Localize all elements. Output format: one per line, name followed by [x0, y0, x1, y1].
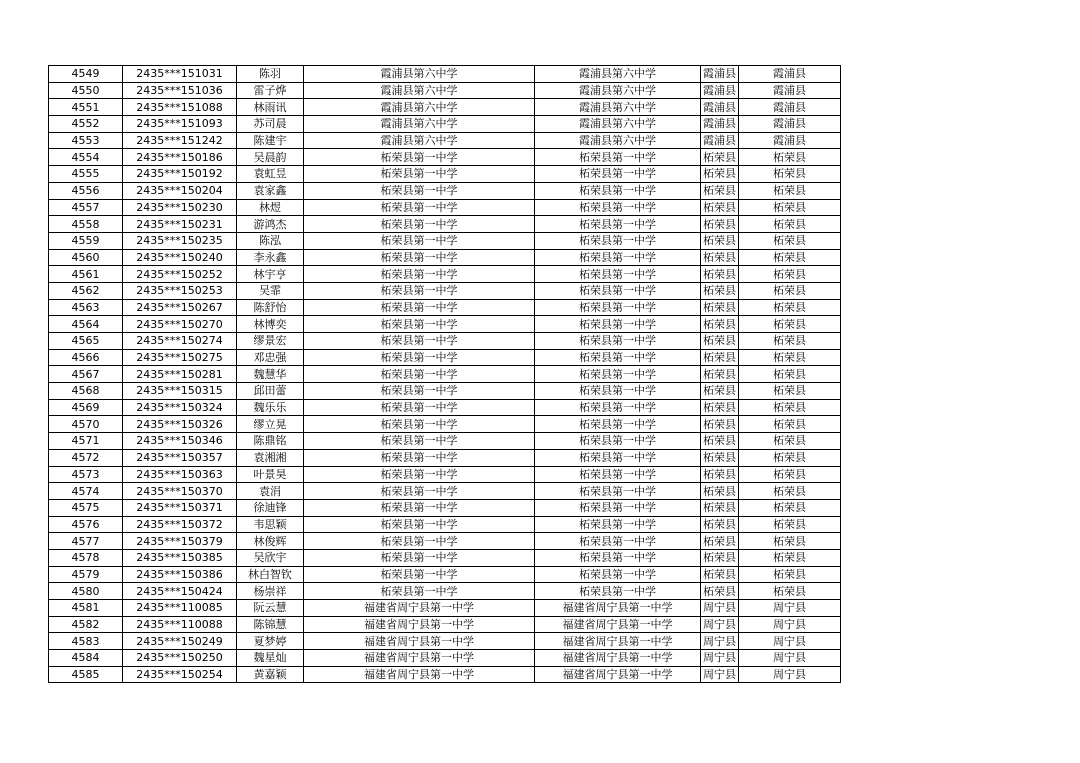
table-body	[49, 66, 841, 683]
table-row	[49, 199, 841, 216]
serial-number-cell: 4582	[49, 616, 123, 633]
county-cell: 柘荣县	[701, 383, 739, 400]
student-id-cell: 2435***150274	[123, 333, 237, 350]
student-id-cell: 2435***150324	[123, 399, 237, 416]
admitted-school-cell: 福建省周宁县第一中学	[535, 600, 701, 617]
admitted-county-cell: 柘荣县	[739, 216, 841, 233]
county-cell: 柘荣县	[701, 333, 739, 350]
admitted-school-cell: 柘荣县第一中学	[535, 166, 701, 183]
student-id-cell: 2435***150379	[123, 533, 237, 550]
serial-number-cell: 4579	[49, 566, 123, 583]
school-cell: 柘荣县第一中学	[304, 516, 535, 533]
table-row	[49, 149, 841, 166]
serial-number-cell: 4556	[49, 182, 123, 199]
admitted-county-cell: 周宁县	[739, 616, 841, 633]
admitted-county-cell: 柘荣县	[739, 466, 841, 483]
school-cell: 柘荣县第一中学	[304, 566, 535, 583]
admitted-school-cell: 柘荣县第一中学	[535, 433, 701, 450]
school-cell: 柘荣县第一中学	[304, 349, 535, 366]
table-row	[49, 349, 841, 366]
student-name-cell: 杨崇祥	[237, 583, 304, 600]
school-cell: 柘荣县第一中学	[304, 449, 535, 466]
table-row	[49, 383, 841, 400]
table-row	[49, 600, 841, 617]
student-name-cell: 林煜	[237, 199, 304, 216]
admitted-county-cell: 柘荣县	[739, 383, 841, 400]
admitted-county-cell: 柘荣县	[739, 182, 841, 199]
county-cell: 周宁县	[701, 600, 739, 617]
table-row	[49, 132, 841, 149]
admitted-county-cell: 柘荣县	[739, 333, 841, 350]
student-name-cell: 缪立晃	[237, 416, 304, 433]
admitted-school-cell: 柘荣县第一中学	[535, 182, 701, 199]
admitted-school-cell: 柘荣县第一中学	[535, 199, 701, 216]
table-row	[49, 583, 841, 600]
serial-number-cell: 4572	[49, 449, 123, 466]
school-cell: 福建省周宁县第一中学	[304, 666, 535, 683]
admitted-school-cell: 福建省周宁县第一中学	[535, 666, 701, 683]
serial-number-cell: 4549	[49, 66, 123, 83]
serial-number-cell: 4563	[49, 299, 123, 316]
admitted-school-cell: 霞浦县第六中学	[535, 99, 701, 116]
school-cell: 柘荣县第一中学	[304, 166, 535, 183]
student-name-cell: 黄嘉颖	[237, 666, 304, 683]
county-cell: 霞浦县	[701, 66, 739, 83]
admitted-county-cell: 柘荣县	[739, 516, 841, 533]
admitted-county-cell: 霞浦县	[739, 116, 841, 133]
student-name-cell: 魏乐乐	[237, 399, 304, 416]
school-cell: 福建省周宁县第一中学	[304, 600, 535, 617]
serial-number-cell: 4566	[49, 349, 123, 366]
county-cell: 柘荣县	[701, 349, 739, 366]
admitted-county-cell: 柘荣县	[739, 149, 841, 166]
serial-number-cell: 4561	[49, 266, 123, 283]
admitted-school-cell: 柘荣县第一中学	[535, 466, 701, 483]
admitted-county-cell: 周宁县	[739, 650, 841, 667]
admitted-school-cell: 柘荣县第一中学	[535, 416, 701, 433]
admitted-county-cell: 柘荣县	[739, 533, 841, 550]
table-row	[49, 282, 841, 299]
student-name-cell: 吴霏	[237, 282, 304, 299]
student-name-cell: 陈建宇	[237, 132, 304, 149]
student-roster-table	[48, 65, 841, 683]
county-cell: 柘荣县	[701, 533, 739, 550]
admitted-school-cell: 福建省周宁县第一中学	[535, 616, 701, 633]
student-id-cell: 2435***150357	[123, 449, 237, 466]
student-name-cell: 林博奕	[237, 316, 304, 333]
serial-number-cell: 4553	[49, 132, 123, 149]
admitted-school-cell: 柘荣县第一中学	[535, 299, 701, 316]
table-row	[49, 633, 841, 650]
admitted-county-cell: 柘荣县	[739, 232, 841, 249]
serial-number-cell: 4564	[49, 316, 123, 333]
admitted-school-cell: 福建省周宁县第一中学	[535, 650, 701, 667]
serial-number-cell: 4570	[49, 416, 123, 433]
county-cell: 柘荣县	[701, 433, 739, 450]
school-cell: 柘荣县第一中学	[304, 182, 535, 199]
student-id-cell: 2435***150231	[123, 216, 237, 233]
school-cell: 柘荣县第一中学	[304, 533, 535, 550]
table-row	[49, 316, 841, 333]
county-cell: 柘荣县	[701, 549, 739, 566]
admitted-county-cell: 柘荣县	[739, 416, 841, 433]
serial-number-cell: 4580	[49, 583, 123, 600]
school-cell: 柘荣县第一中学	[304, 583, 535, 600]
school-cell: 柘荣县第一中学	[304, 199, 535, 216]
student-name-cell: 林宇亨	[237, 266, 304, 283]
school-cell: 福建省周宁县第一中学	[304, 633, 535, 650]
student-id-cell: 2435***150346	[123, 433, 237, 450]
table-row	[49, 216, 841, 233]
serial-number-cell: 4576	[49, 516, 123, 533]
student-name-cell: 林俊辉	[237, 533, 304, 550]
serial-number-cell: 4558	[49, 216, 123, 233]
student-name-cell: 韦思颖	[237, 516, 304, 533]
school-cell: 柘荣县第一中学	[304, 483, 535, 500]
school-cell: 霞浦县第六中学	[304, 99, 535, 116]
table-row	[49, 483, 841, 500]
admitted-school-cell: 柘荣县第一中学	[535, 566, 701, 583]
student-id-cell: 2435***150230	[123, 199, 237, 216]
student-name-cell: 夏梦婷	[237, 633, 304, 650]
student-name-cell: 陈锦慧	[237, 616, 304, 633]
student-id-cell: 2435***150267	[123, 299, 237, 316]
county-cell: 周宁县	[701, 616, 739, 633]
admitted-county-cell: 柘荣县	[739, 433, 841, 450]
table-row	[49, 399, 841, 416]
table-row	[49, 166, 841, 183]
county-cell: 周宁县	[701, 633, 739, 650]
student-id-cell: 2435***151031	[123, 66, 237, 83]
admitted-school-cell: 柘荣县第一中学	[535, 399, 701, 416]
student-name-cell: 陈羽	[237, 66, 304, 83]
school-cell: 柘荣县第一中学	[304, 282, 535, 299]
table-row	[49, 449, 841, 466]
student-id-cell: 2435***150240	[123, 249, 237, 266]
student-id-cell: 2435***110088	[123, 616, 237, 633]
county-cell: 柘荣县	[701, 199, 739, 216]
admitted-school-cell: 柘荣县第一中学	[535, 449, 701, 466]
county-cell: 柘荣县	[701, 166, 739, 183]
student-name-cell: 陈泓	[237, 232, 304, 249]
school-cell: 柘荣县第一中学	[304, 149, 535, 166]
student-name-cell: 吴欣宇	[237, 549, 304, 566]
table-row	[49, 533, 841, 550]
admitted-county-cell: 柘荣县	[739, 449, 841, 466]
table-row	[49, 266, 841, 283]
serial-number-cell: 4584	[49, 650, 123, 667]
serial-number-cell: 4550	[49, 82, 123, 99]
student-id-cell: 2435***110085	[123, 600, 237, 617]
admitted-school-cell: 柘荣县第一中学	[535, 333, 701, 350]
admitted-school-cell: 柘荣县第一中学	[535, 232, 701, 249]
student-id-cell: 2435***150385	[123, 549, 237, 566]
serial-number-cell: 4571	[49, 433, 123, 450]
serial-number-cell: 4569	[49, 399, 123, 416]
county-cell: 周宁县	[701, 650, 739, 667]
table-row	[49, 516, 841, 533]
county-cell: 柘荣县	[701, 499, 739, 516]
school-cell: 柘荣县第一中学	[304, 466, 535, 483]
table-row	[49, 566, 841, 583]
table-row	[49, 333, 841, 350]
serial-number-cell: 4568	[49, 383, 123, 400]
student-name-cell: 雷子烨	[237, 82, 304, 99]
county-cell: 柘荣县	[701, 449, 739, 466]
student-id-cell: 2435***150252	[123, 266, 237, 283]
student-id-cell: 2435***150386	[123, 566, 237, 583]
serial-number-cell: 4554	[49, 149, 123, 166]
student-name-cell: 邓忠强	[237, 349, 304, 366]
admitted-county-cell: 霞浦县	[739, 66, 841, 83]
student-id-cell: 2435***151093	[123, 116, 237, 133]
admitted-county-cell: 柘荣县	[739, 499, 841, 516]
student-name-cell: 陈鼎铭	[237, 433, 304, 450]
admitted-school-cell: 柘荣县第一中学	[535, 249, 701, 266]
student-id-cell: 2435***150275	[123, 349, 237, 366]
admitted-county-cell: 霞浦县	[739, 82, 841, 99]
student-name-cell: 魏慧华	[237, 366, 304, 383]
county-cell: 柘荣县	[701, 249, 739, 266]
county-cell: 霞浦县	[701, 132, 739, 149]
admitted-school-cell: 柘荣县第一中学	[535, 383, 701, 400]
admitted-county-cell: 柘荣县	[739, 266, 841, 283]
document-page	[48, 65, 841, 683]
student-name-cell: 叶景昊	[237, 466, 304, 483]
table-row	[49, 116, 841, 133]
table-row	[49, 366, 841, 383]
table-row	[49, 232, 841, 249]
county-cell: 柘荣县	[701, 232, 739, 249]
county-cell: 柘荣县	[701, 266, 739, 283]
admitted-school-cell: 福建省周宁县第一中学	[535, 633, 701, 650]
county-cell: 柘荣县	[701, 316, 739, 333]
admitted-school-cell: 柘荣县第一中学	[535, 266, 701, 283]
student-id-cell: 2435***150424	[123, 583, 237, 600]
school-cell: 柘荣县第一中学	[304, 249, 535, 266]
school-cell: 柘荣县第一中学	[304, 333, 535, 350]
serial-number-cell: 4562	[49, 282, 123, 299]
admitted-county-cell: 柘荣县	[739, 199, 841, 216]
county-cell: 柘荣县	[701, 566, 739, 583]
admitted-school-cell: 柘荣县第一中学	[535, 366, 701, 383]
student-name-cell: 苏司晨	[237, 116, 304, 133]
county-cell: 霞浦县	[701, 99, 739, 116]
admitted-county-cell: 柘荣县	[739, 166, 841, 183]
student-id-cell: 2435***150371	[123, 499, 237, 516]
admitted-school-cell: 柘荣县第一中学	[535, 149, 701, 166]
admitted-school-cell: 霞浦县第六中学	[535, 66, 701, 83]
serial-number-cell: 4575	[49, 499, 123, 516]
county-cell: 柘荣县	[701, 516, 739, 533]
admitted-school-cell: 柘荣县第一中学	[535, 533, 701, 550]
table-row	[49, 433, 841, 450]
county-cell: 柘荣县	[701, 399, 739, 416]
county-cell: 柘荣县	[701, 299, 739, 316]
admitted-county-cell: 柘荣县	[739, 583, 841, 600]
admitted-county-cell: 周宁县	[739, 666, 841, 683]
school-cell: 柘荣县第一中学	[304, 549, 535, 566]
student-id-cell: 2435***151088	[123, 99, 237, 116]
admitted-school-cell: 柘荣县第一中学	[535, 316, 701, 333]
school-cell: 柘荣县第一中学	[304, 366, 535, 383]
student-id-cell: 2435***151036	[123, 82, 237, 99]
table-row	[49, 466, 841, 483]
county-cell: 霞浦县	[701, 82, 739, 99]
table-row	[49, 82, 841, 99]
admitted-school-cell: 柘荣县第一中学	[535, 499, 701, 516]
student-id-cell: 2435***150253	[123, 282, 237, 299]
table-row	[49, 182, 841, 199]
admitted-school-cell: 柘荣县第一中学	[535, 516, 701, 533]
student-name-cell: 袁家鑫	[237, 182, 304, 199]
table-row	[49, 416, 841, 433]
student-id-cell: 2435***150370	[123, 483, 237, 500]
admitted-school-cell: 柘荣县第一中学	[535, 349, 701, 366]
student-id-cell: 2435***150315	[123, 383, 237, 400]
student-id-cell: 2435***150235	[123, 232, 237, 249]
school-cell: 福建省周宁县第一中学	[304, 650, 535, 667]
admitted-school-cell: 霞浦县第六中学	[535, 132, 701, 149]
admitted-county-cell: 柘荣县	[739, 316, 841, 333]
admitted-school-cell: 柘荣县第一中学	[535, 483, 701, 500]
serial-number-cell: 4574	[49, 483, 123, 500]
serial-number-cell: 4560	[49, 249, 123, 266]
school-cell: 柘荣县第一中学	[304, 266, 535, 283]
admitted-county-cell: 柘荣县	[739, 282, 841, 299]
student-id-cell: 2435***150372	[123, 516, 237, 533]
serial-number-cell: 4573	[49, 466, 123, 483]
school-cell: 霞浦县第六中学	[304, 82, 535, 99]
county-cell: 柘荣县	[701, 366, 739, 383]
admitted-county-cell: 周宁县	[739, 633, 841, 650]
admitted-county-cell: 柘荣县	[739, 249, 841, 266]
student-name-cell: 林雨讯	[237, 99, 304, 116]
admitted-county-cell: 柘荣县	[739, 566, 841, 583]
admitted-county-cell: 柘荣县	[739, 399, 841, 416]
table-row	[49, 249, 841, 266]
student-id-cell: 2435***150192	[123, 166, 237, 183]
table-row	[49, 499, 841, 516]
school-cell: 柘荣县第一中学	[304, 399, 535, 416]
student-name-cell: 阮云慧	[237, 600, 304, 617]
student-id-cell: 2435***150363	[123, 466, 237, 483]
serial-number-cell: 4565	[49, 333, 123, 350]
school-cell: 柘荣县第一中学	[304, 316, 535, 333]
serial-number-cell: 4551	[49, 99, 123, 116]
serial-number-cell: 4578	[49, 549, 123, 566]
school-cell: 福建省周宁县第一中学	[304, 616, 535, 633]
student-id-cell: 2435***150326	[123, 416, 237, 433]
county-cell: 柘荣县	[701, 149, 739, 166]
table-row	[49, 616, 841, 633]
student-id-cell: 2435***150254	[123, 666, 237, 683]
serial-number-cell: 4552	[49, 116, 123, 133]
county-cell: 柘荣县	[701, 216, 739, 233]
student-name-cell: 陈舒怡	[237, 299, 304, 316]
student-id-cell: 2435***150204	[123, 182, 237, 199]
county-cell: 柘荣县	[701, 583, 739, 600]
student-name-cell: 吴晨韵	[237, 149, 304, 166]
serial-number-cell: 4559	[49, 232, 123, 249]
county-cell: 柘荣县	[701, 483, 739, 500]
admitted-school-cell: 柘荣县第一中学	[535, 583, 701, 600]
student-name-cell: 缪景宏	[237, 333, 304, 350]
student-id-cell: 2435***150281	[123, 366, 237, 383]
school-cell: 柘荣县第一中学	[304, 299, 535, 316]
county-cell: 柘荣县	[701, 282, 739, 299]
serial-number-cell: 4555	[49, 166, 123, 183]
student-name-cell: 李永鑫	[237, 249, 304, 266]
admitted-school-cell: 柘荣县第一中学	[535, 282, 701, 299]
school-cell: 柘荣县第一中学	[304, 232, 535, 249]
admitted-school-cell: 柘荣县第一中学	[535, 549, 701, 566]
table-row	[49, 666, 841, 683]
school-cell: 柘荣县第一中学	[304, 416, 535, 433]
school-cell: 霞浦县第六中学	[304, 132, 535, 149]
table-row	[49, 99, 841, 116]
student-id-cell: 2435***150186	[123, 149, 237, 166]
school-cell: 柘荣县第一中学	[304, 433, 535, 450]
table-row	[49, 66, 841, 83]
school-cell: 柘荣县第一中学	[304, 383, 535, 400]
student-name-cell: 游鸿杰	[237, 216, 304, 233]
admitted-school-cell: 霞浦县第六中学	[535, 82, 701, 99]
serial-number-cell: 4581	[49, 600, 123, 617]
serial-number-cell: 4577	[49, 533, 123, 550]
county-cell: 柘荣县	[701, 182, 739, 199]
admitted-county-cell: 周宁县	[739, 600, 841, 617]
admitted-county-cell: 柘荣县	[739, 549, 841, 566]
student-id-cell: 2435***151242	[123, 132, 237, 149]
serial-number-cell: 4585	[49, 666, 123, 683]
admitted-county-cell: 柘荣县	[739, 299, 841, 316]
admitted-county-cell: 柘荣县	[739, 349, 841, 366]
serial-number-cell: 4583	[49, 633, 123, 650]
county-cell: 柘荣县	[701, 416, 739, 433]
student-name-cell: 魏星灿	[237, 650, 304, 667]
school-cell: 霞浦县第六中学	[304, 116, 535, 133]
student-name-cell: 袁涓	[237, 483, 304, 500]
school-cell: 柘荣县第一中学	[304, 216, 535, 233]
student-id-cell: 2435***150250	[123, 650, 237, 667]
school-cell: 霞浦县第六中学	[304, 66, 535, 83]
admitted-school-cell: 霞浦县第六中学	[535, 116, 701, 133]
serial-number-cell: 4567	[49, 366, 123, 383]
serial-number-cell: 4557	[49, 199, 123, 216]
student-name-cell: 徐迪锋	[237, 499, 304, 516]
student-name-cell: 邱田蕾	[237, 383, 304, 400]
student-name-cell: 袁虹昱	[237, 166, 304, 183]
student-id-cell: 2435***150249	[123, 633, 237, 650]
admitted-county-cell: 柘荣县	[739, 483, 841, 500]
admitted-school-cell: 柘荣县第一中学	[535, 216, 701, 233]
admitted-county-cell: 霞浦县	[739, 132, 841, 149]
school-cell: 柘荣县第一中学	[304, 499, 535, 516]
table-row	[49, 299, 841, 316]
table-row	[49, 650, 841, 667]
student-id-cell: 2435***150270	[123, 316, 237, 333]
student-name-cell: 袁湘湘	[237, 449, 304, 466]
student-name-cell: 林白智钦	[237, 566, 304, 583]
table-row	[49, 549, 841, 566]
county-cell: 柘荣县	[701, 466, 739, 483]
county-cell: 霞浦县	[701, 116, 739, 133]
admitted-county-cell: 柘荣县	[739, 366, 841, 383]
admitted-county-cell: 霞浦县	[739, 99, 841, 116]
county-cell: 周宁县	[701, 666, 739, 683]
